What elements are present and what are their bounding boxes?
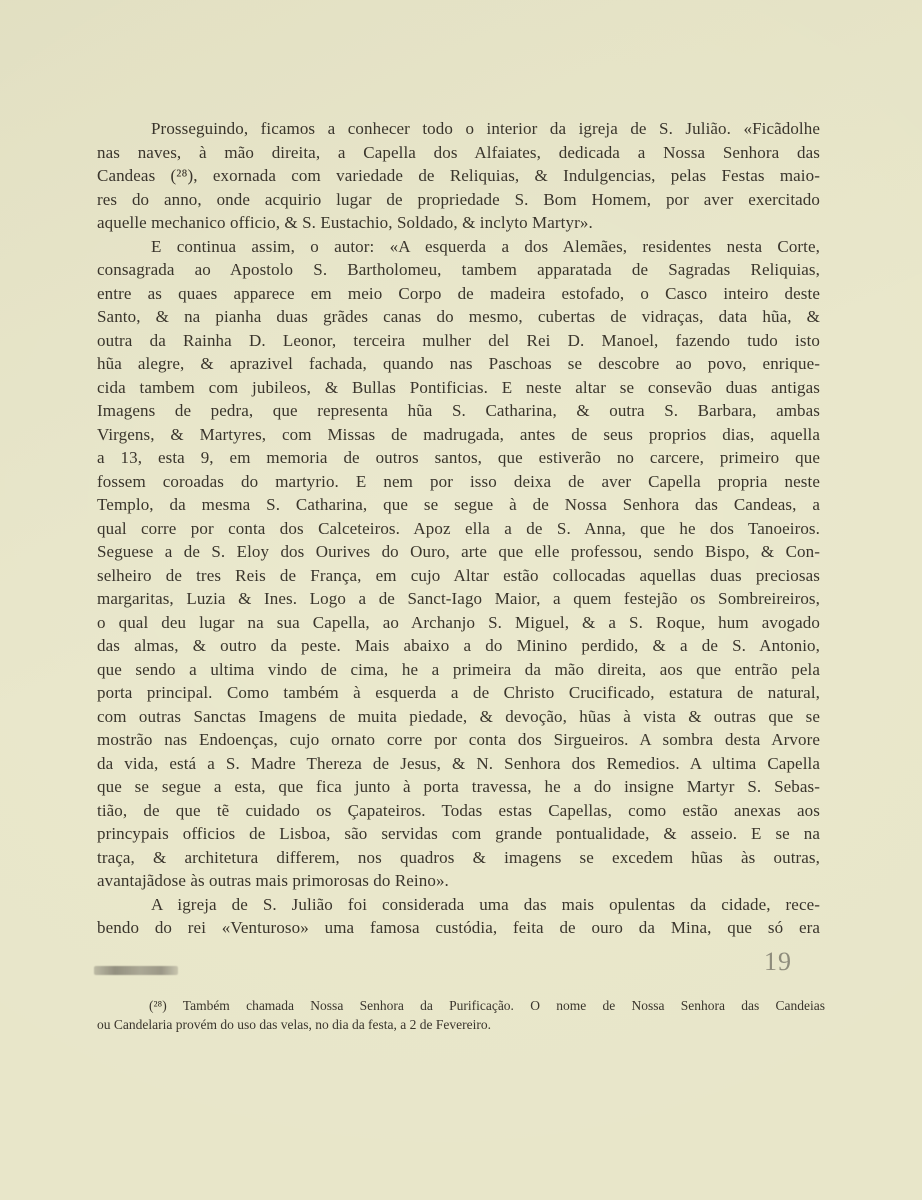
body-text xyxy=(97,117,820,940)
text-line: que sendo a ultima vindo de cima, he a primeira da mão direita, aos que entrão pela xyxy=(97,659,820,679)
text-line: cida tambem com jubileos, & Bullas Pontificias. E neste altar se consevão duas antigas xyxy=(97,377,820,397)
text-line: Imagens de pedra, que representa hũa S. Catharina, & outra S. Barbara, ambas xyxy=(97,401,820,420)
text-line: Prosseguindo, ficamos a conhecer todo o interior da igreja de S. Julião. «Ficãdolhe xyxy=(151,119,820,138)
text-line: E continua assim, o autor: «A esquerda a dos Alemães, residentes nesta Corte, xyxy=(151,236,820,256)
text-line: nas naves, à mão direita, a Capella dos Alfaiates, dedicada a Nossa Senhora das xyxy=(97,142,820,162)
text-line: aquelle mechanico officio, & S. Eustachio, Soldado, & inclyto Martyr». xyxy=(97,213,593,232)
text-line: entre as quaes apparece em meio Corpo de madeira estofado, o Casco inteiro deste xyxy=(97,283,820,303)
text-line: res do anno, onde acquirio lugar de propriedade S. Bom Homem, por aver exercitado xyxy=(97,189,820,209)
text-line: Candeas (²⁸), exornada com variedade de Reliquias, & Indulgencias, pelas Festas maio- xyxy=(97,166,820,185)
text-line: qual corre por conta dos Calceteiros. Apoz ella a de S. Anna, que he dos Tanoeiros. xyxy=(97,518,820,538)
text-line: Seguese a de S. Eloy dos Ourives do Ouro, arte que elle professou, sendo Bispo, & Con- xyxy=(97,542,820,561)
text-line: outra da Rainha D. Leonor, terceira mulher del Rei D. Manoel, fazendo tudo isto xyxy=(97,330,820,350)
text-line: mostrão nas Endoenças, cujo ornato corre por conta dos Sirgueiros. A sombra desta Arvore xyxy=(97,730,820,749)
text-line: traça, & architetura differem, nos quadros & imagens se excedem hũas às outras, xyxy=(97,847,820,867)
text-line: consagrada ao Apostolo S. Bartholomeu, tambem apparatada de Sagradas Reliquias, xyxy=(97,260,820,279)
text-line: Santo, & na pianha duas grãdes canas do mesmo, cubertas de vidraças, data hũa, & xyxy=(97,307,820,326)
text-line: selheiro de tres Reis de França, em cujo Altar estão collocadas aquellas duas preciosas xyxy=(97,565,820,585)
ink-smudge-artifact xyxy=(94,966,178,975)
text-line: princypais officios de Lisboa, são servidas com grande pontualidade, & asseio. E se na xyxy=(97,824,820,843)
text-line: ou Candelaria provém do uso das velas, no dia da festa, a 2 de Fevereiro. xyxy=(97,1017,491,1032)
text-line: com outras Sanctas Imagens de muita piedade, & devoção, hũas à vista & outras que se xyxy=(97,706,820,726)
text-line: tião, de que tẽ cuidado os Çapateiros. Todas estas Capellas, como estão anexas aos xyxy=(97,800,820,820)
text-line: que se segue a esta, que fica junto à porta travessa, he a do insigne Martyr S. Sebas- xyxy=(97,777,820,796)
text-line: avantajãdose às outras mais primorosas do Reino». xyxy=(97,871,449,890)
text-line: Virgens, & Martyres, com Missas de madrugada, antes de seus proprios dias, aquella xyxy=(97,424,820,444)
text-line: Templo, da mesma S. Catharina, que se segue à de Nossa Senhora das Candeas, a xyxy=(97,495,820,514)
text-line: bendo do rei «Venturoso» uma famosa custódia, feita de ouro da Mina, que só era xyxy=(97,918,820,937)
text-line: margaritas, Luzia & Ines. Logo a de Sanct-Iago Maior, a quem festejão os Sombreireiros, xyxy=(97,589,820,608)
text-line: (²⁸) Também chamada Nossa Senhora da Purificação. O nome de Nossa Senhora das Candeias xyxy=(149,998,825,1013)
footnote xyxy=(97,996,825,1034)
text-line: hũa alegre, & aprazivel fachada, quando nas Paschoas se descobre ao povo, enrique- xyxy=(97,354,820,373)
text-line: das almas, & outro da peste. Mais abaixo a do Minino perdido, & a de S. Antonio, xyxy=(97,636,820,655)
text-line: porta principal. Como também à esquerda a de Christo Crucificado, estatura de natural, xyxy=(97,683,820,702)
page-number: 19 xyxy=(764,947,792,976)
text-line: o qual deu lugar na sua Capella, ao Archanjo S. Miguel, & a S. Roque, hum avogado xyxy=(97,612,820,632)
text-line: A igreja de S. Julião foi considerada uma das mais opulentas da cidade, rece- xyxy=(151,894,820,914)
text-line: fossem coroadas do martyrio. E nem por isso deixa de aver Capella propria neste xyxy=(97,471,820,491)
text-line: da vida, está a S. Madre Thereza de Jesus, & N. Senhora dos Remedios. A ultima Capella xyxy=(97,753,820,773)
text-line: a 13, esta 9, em memoria de outros santos, que estiverão no carcere, primeiro que xyxy=(97,448,820,467)
